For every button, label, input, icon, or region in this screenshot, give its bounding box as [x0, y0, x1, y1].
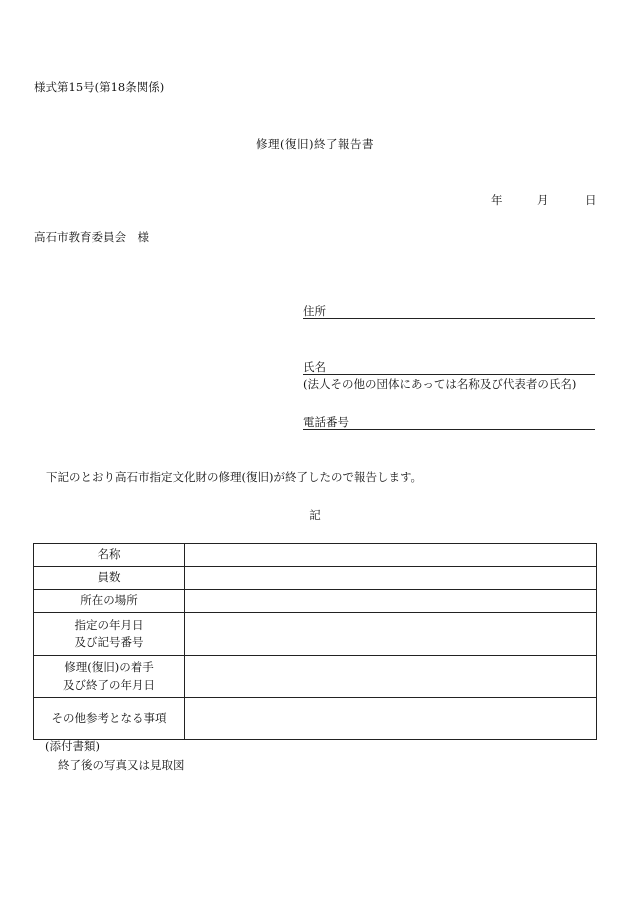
name-field[interactable]: [303, 359, 595, 375]
row-value-repair-dates[interactable]: [185, 656, 597, 698]
form-number: 様式第15号(第18条関係): [34, 80, 165, 94]
intro-text: 下記のとおり高石市指定文化財の修理(復旧)が終了したので報告します。: [46, 470, 423, 484]
phone-field[interactable]: [303, 414, 595, 430]
table-row: [34, 613, 597, 656]
ki-heading: 記: [309, 508, 321, 522]
row-label-count: 員数: [34, 567, 185, 590]
row-label-name: 名称: [34, 544, 185, 567]
items-table: [33, 543, 597, 740]
name-note: (法人その他の団体にあっては名称及び代表者の氏名): [303, 377, 577, 391]
row-label-designation: 指定の年月日 及び記号番号: [34, 613, 185, 656]
date-day-label: 日: [585, 193, 597, 207]
table-row: [34, 567, 597, 590]
name-label: 氏名: [303, 359, 326, 374]
table-row: [34, 544, 597, 567]
row-label-repair-dates: 修理(復旧)の着手 及び終了の年月日: [34, 656, 185, 698]
table-row: [34, 656, 597, 698]
row-value-name[interactable]: [185, 544, 597, 567]
attachment-item: 終了後の写真又は見取図: [58, 758, 185, 772]
row-label-location: 所在の場所: [34, 590, 185, 613]
addressee: 高石市教育委員会 様: [34, 230, 149, 244]
row-value-count[interactable]: [185, 567, 597, 590]
document-title: 修理(復旧)終了報告書: [256, 137, 374, 151]
date-year-label: 年: [491, 193, 503, 207]
address-label: 住所: [303, 303, 326, 318]
row-value-designation[interactable]: [185, 613, 597, 656]
table-row: [34, 698, 597, 740]
table-row: [34, 590, 597, 613]
address-field[interactable]: [303, 303, 595, 319]
row-value-other[interactable]: [185, 698, 597, 740]
phone-label: 電話番号: [303, 414, 349, 429]
attachments-title: (添付書類): [45, 739, 100, 753]
date-month-label: 月: [537, 193, 549, 207]
row-value-location[interactable]: [185, 590, 597, 613]
row-label-other: その他参考となる事項: [34, 698, 185, 740]
